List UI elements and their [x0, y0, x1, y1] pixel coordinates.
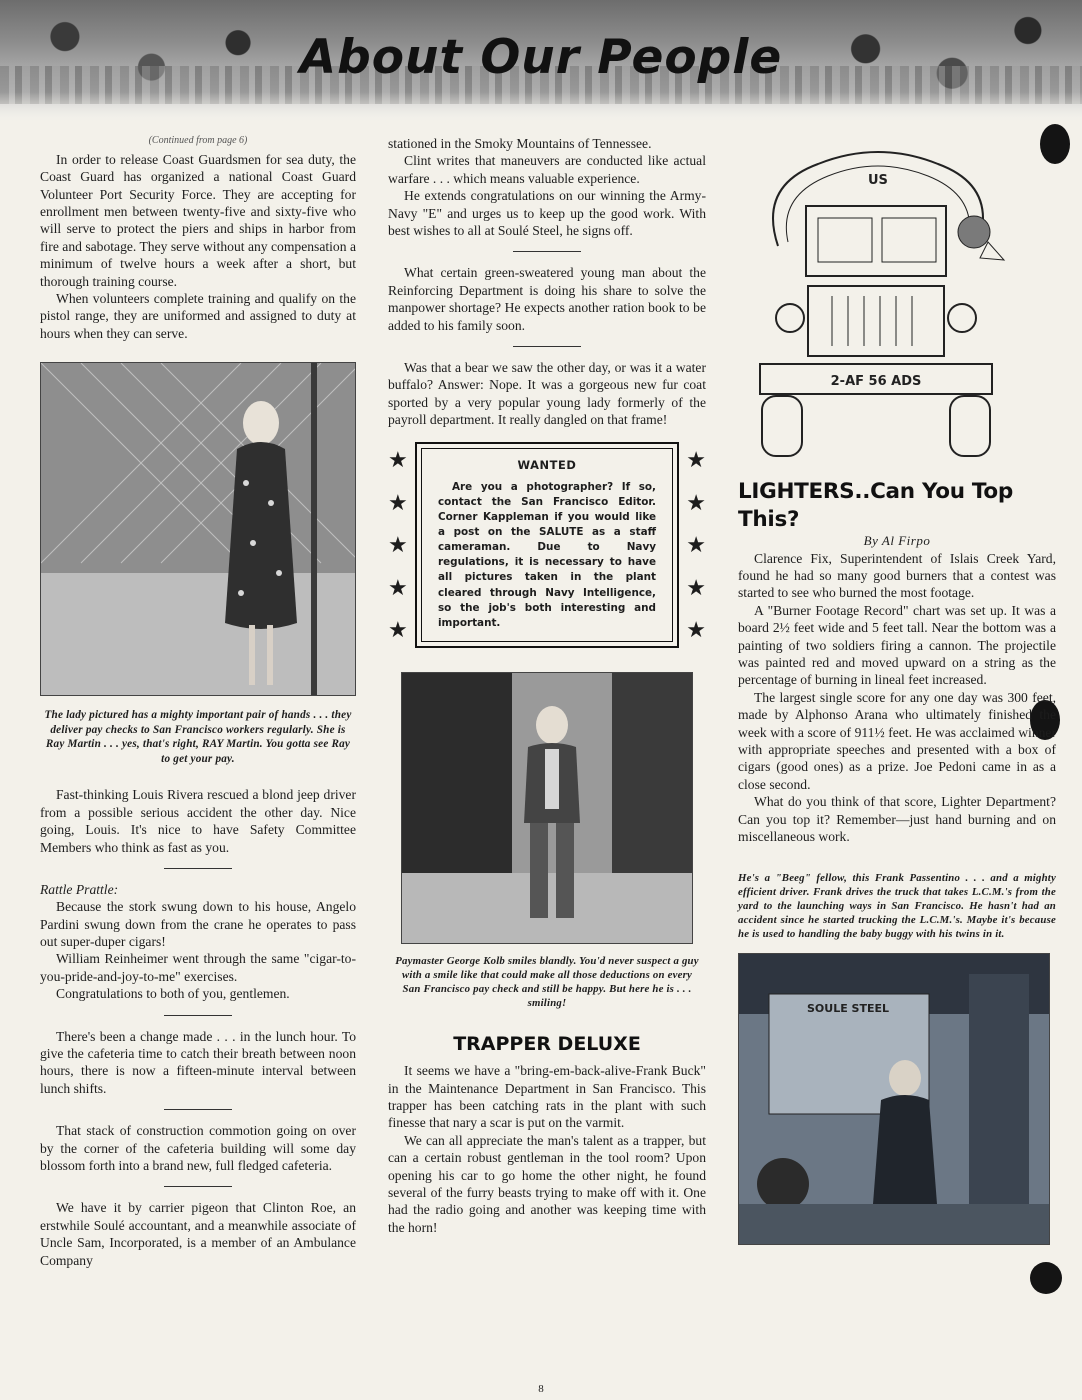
star-column-left — [388, 449, 408, 641]
photo-caption: Paymaster George Kolb smiles blandly. You'd never suspect a guy with a smile like that could make all those deductions on every San Francisco pay check and still be happy. But here he is . . . smiling! — [395, 954, 699, 1009]
truck-cartoon — [748, 146, 1008, 466]
paragraph: We have it by carrier pigeon that Clinton Roe, an erstwhile Soulé accountant, and a meanwhile associate of Uncle Sam, Incorporated, is a member of an Ambulance Company — [40, 1200, 356, 1268]
paragraph: Clarence Fix, Superintendent of Islais Creek Yard, found he had so many good burners that a contest was started to see who burned the most footage. — [738, 550, 1056, 601]
column-middle — [388, 135, 706, 1236]
divider — [513, 346, 581, 347]
photo-george-kolb-image — [402, 673, 692, 943]
paragraph: stationed in the Smoky Mountains of Tennessee. — [388, 136, 652, 151]
photo-ray-martin-image — [41, 363, 356, 695]
photo-george-kolb — [401, 672, 693, 944]
paragraph: Clint writes that maneuvers are conducted like actual warfare . . . which means valuable experience. — [388, 153, 706, 186]
star-icon: ★ — [686, 489, 706, 515]
paragraph: William Reinheimer went through the same "cigar-to-you-pride-and-joy-to-me" exercises. — [40, 951, 356, 984]
star-icon: ★ — [388, 532, 408, 558]
binder-hole-top — [1040, 124, 1070, 164]
paragraph: When volunteers complete training and qualify on the pistol range, they are uniformed and assigned to duty at hours when they can serve. — [40, 290, 356, 341]
truck-sign-text: SOULE STEEL — [807, 1002, 890, 1016]
truck-mark-text: US — [868, 173, 888, 188]
paragraph: Because the stork swung down to his house, Angelo Pardini swung down from the crane he operates to pass out super-duper cigars! — [40, 899, 356, 950]
star-icon: ★ — [388, 574, 408, 600]
wanted-box — [415, 442, 679, 647]
photo-caption: The lady pictured has a mighty important pair of hands . . . they deliver pay checks to San Francisco workers regularly. She is Ray Martin . . . yes, that's right, RAY Martin. You gotta see Ray to get your pay. — [44, 709, 352, 765]
page-number: 8 — [538, 1383, 544, 1395]
paragraph: The largest single score for any one day was 300 feet, made by Alphonso Arana who ultimately finished the week with a score of 911½ feet. He was acclaimed winner with appropriate speeches and presented with a box of cigars (good ones) as a prize. Joe Pedoni came in as a close second. — [738, 689, 1056, 792]
paragraph: Congratulations to both of you, gentlemen. — [56, 986, 290, 1002]
star-column-right — [686, 449, 706, 641]
truck-cartoon-image — [748, 146, 1008, 466]
section-head-lighters: LIGHTERS..Can You Top This? — [738, 479, 1013, 532]
paragraph: Was that a bear we saw the other day, or was it a water buffalo? Answer: Nope. It was a gorgeous new fur coat sported by a very popular young lady formerly of the payroll department. It really dangled on that frame! — [388, 359, 706, 428]
paragraph: That stack of construction commotion going on over by the corner of the cafeteria building will some day blossom forth into a brand new, full fledged cafeteria. — [40, 1123, 356, 1173]
wanted-ad — [388, 442, 706, 647]
divider — [164, 1109, 232, 1110]
paragraph: A "Burner Footage Record" chart was set up. It was a board 2½ feet wide and 5 feet tall. Near the bottom was a painting of two soldiers firing a cannon. The projectile was painted red and moved upward on a string as the percentage of burning in lineal feet increased. — [738, 602, 1056, 688]
byline: By Al Firpo — [863, 533, 931, 549]
wanted-text: Are you a photographer? If so, contact the San Francisco Editor. Corner Kappleman if you would like a post on the SALUTE as a staff cameraman. Due to Navy regulations, it is necessary to have all pictures taken in the plant cleared through Navy Intelligence, so the job's both interesting and important. — [438, 481, 656, 629]
photo-frank-passentino-image — [739, 954, 1049, 1244]
photo-caption: He's a "Beeg" fellow, this Frank Passentino . . . and a mighty efficient driver. Frank drives the truck that takes L.C.M.'s from the yard to the launching ways in San Francisco. He hasn't had an accident since he started trucking the L.C.M.'s. Maybe it's because he is used to handling the baby buggy with his twins in it. — [738, 872, 1056, 941]
star-icon: ★ — [686, 532, 706, 558]
star-icon: ★ — [686, 447, 706, 473]
divider — [513, 251, 581, 252]
divider — [164, 1186, 232, 1187]
paragraph: There's been a change made . . . in the lunch hour. To give the cafeteria time to catch their breath between noon hours, there is now a fifteen-minute interval between lunch shifts. — [40, 1028, 356, 1096]
page-title: About Our People — [299, 30, 783, 85]
truck-bumper-text: 2-AF 56 ADS — [830, 374, 922, 389]
photo-frank-passentino — [738, 953, 1050, 1245]
paragraph: What certain green-sweatered young man about the Reinforcing Department is doing his share to solve the manpower shortage? He expects another ration book to be added to his family soon. — [388, 265, 706, 333]
paragraph: He extends congratulations on our winning the Army-Navy "E" and urges us to keep up the good work. With best wishes to all at Soulé Steel, he signs off. — [388, 188, 706, 238]
star-icon: ★ — [388, 617, 408, 643]
paragraph: Fast-thinking Louis Rivera rescued a blond jeep driver from a possible serious accident the other day. Nice going, Louis. It's nice to have Safety Committee Members who think as fast as you. — [40, 787, 356, 855]
paragraph: We can all appreciate the man's talent as a trapper, but can a certain robust gentleman in the tool room? Upon opening his car to go home the other night, he found several of the furry beasts trying to make off with it. One had the radio going and another was keeping time with the horn! — [388, 1132, 706, 1235]
photo-ray-martin — [40, 362, 356, 696]
star-icon: ★ — [686, 574, 706, 600]
binder-hole-bottom — [1030, 1262, 1062, 1294]
star-icon: ★ — [388, 489, 408, 515]
header-banner-photo — [0, 0, 1082, 122]
divider — [164, 1015, 232, 1016]
wanted-title: WANTED — [517, 458, 577, 473]
paragraph: What do you think of that score, Lighter Department? Can you top it? Remember—just hand burning and on miscellaneous work. — [738, 794, 1056, 844]
star-icon: ★ — [388, 447, 408, 473]
column-left — [40, 135, 356, 1269]
paragraph: In order to release Coast Guardsmen for sea duty, the Coast Guard has organized a national Coast Guard Volunteer Port Security Force. They are accepting for enrollment men between twenty-five and sixty-five who will serve to protect the piers and ships in harbor from fire and sabotage. They serve without any compensation a minimum of twelve hours a week after a short, but thorough training course. — [40, 151, 356, 289]
star-icon: ★ — [686, 617, 706, 643]
column-right — [738, 478, 1056, 1245]
continued-note: (Continued from page 6) — [148, 135, 248, 146]
section-head-trapper: TRAPPER DELUXE — [453, 1032, 641, 1055]
paragraph: It seems we have a "bring-em-back-alive-Frank Buck" in the Maintenance Department in San Francisco. This trapper has been catching rats in the plant with such finesse that nary a scar is put on the varmit. — [388, 1063, 706, 1131]
divider — [164, 868, 232, 869]
section-head-rattle: Rattle Prattle: — [40, 881, 119, 897]
